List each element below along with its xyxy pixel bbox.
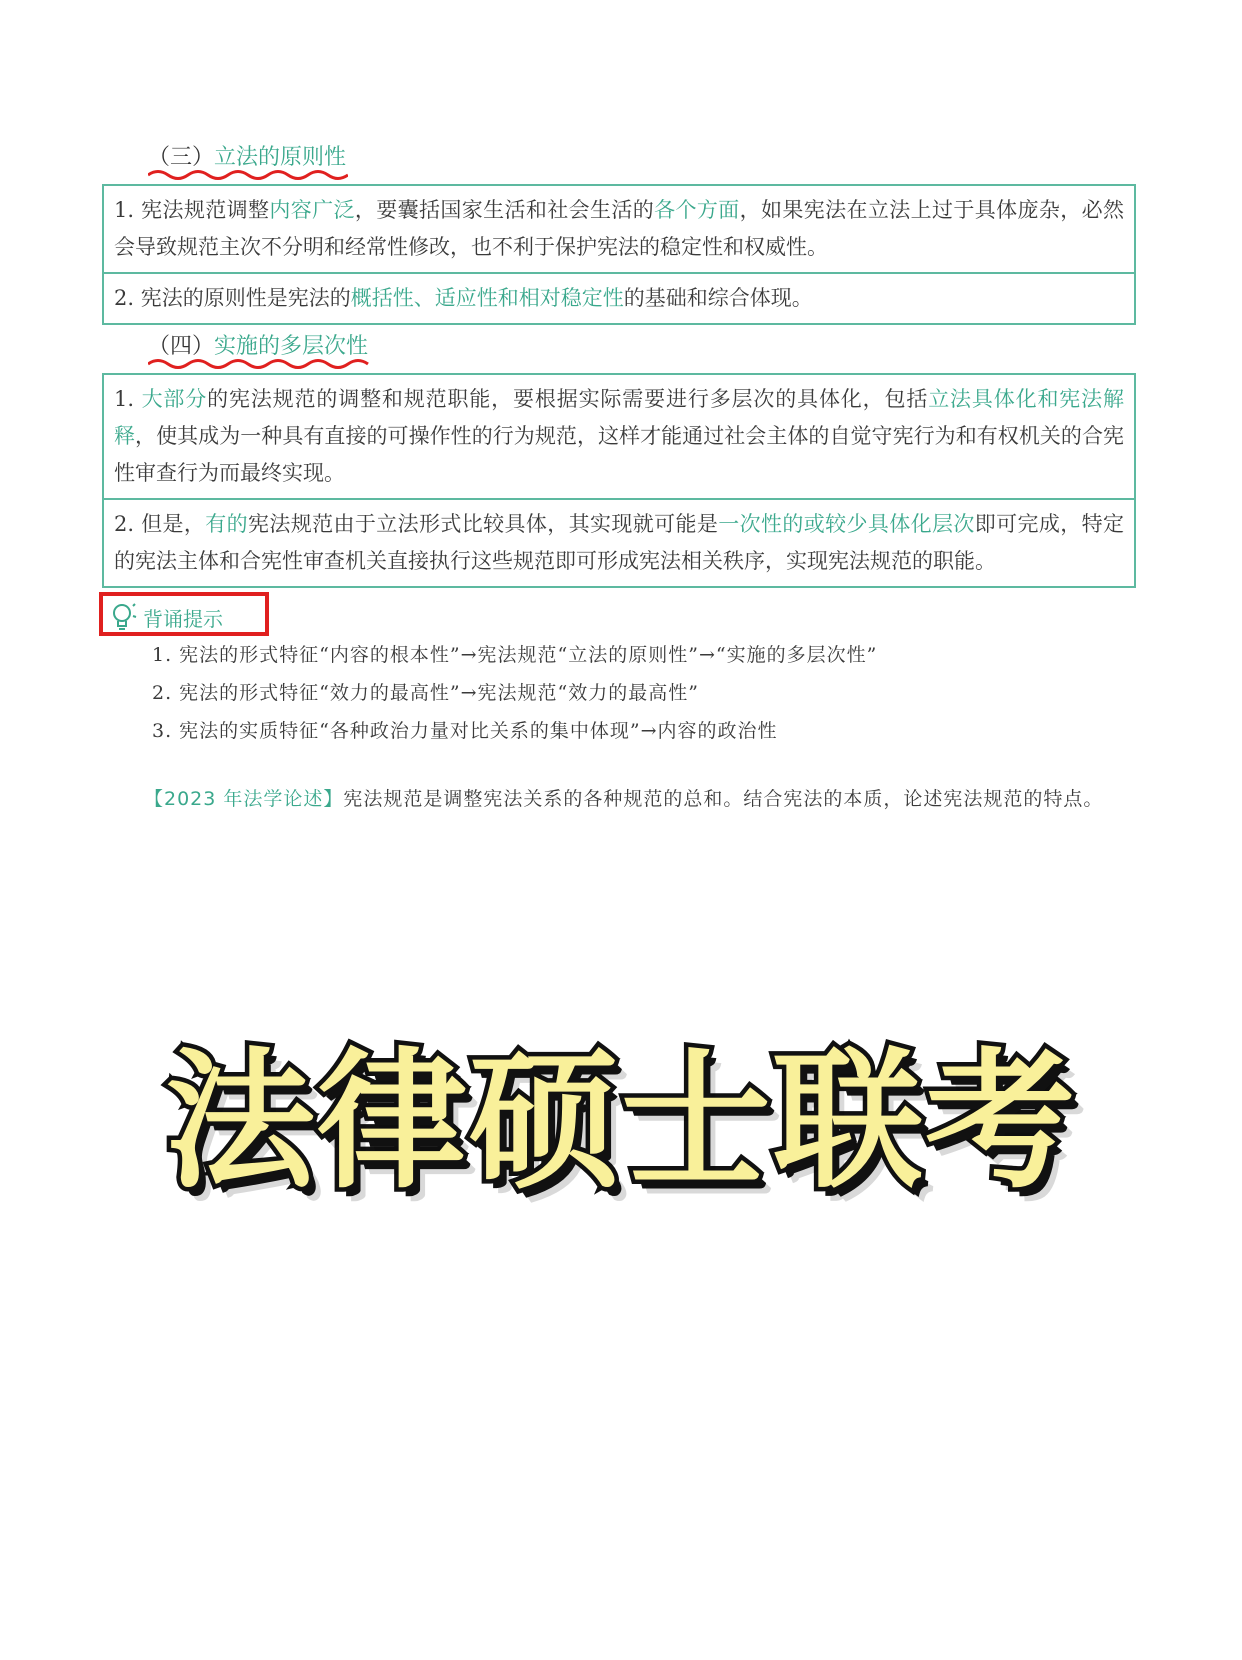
highlight: 各个方面 [654,198,740,222]
banner-title: 法律硕士联考 [164,1035,1077,1209]
red-wavy-underline [148,168,348,182]
section-3-box [102,184,1136,325]
highlight: 有的 [205,512,248,536]
highlight: 概括性、适应性和相对稳定性 [350,286,624,310]
section-3-item-2: 2. 宪法的原则性是宪法的概括性、适应性和相对稳定性的基础和综合体现。 [104,272,1134,323]
memo-tip-box [99,592,269,636]
section-4-item-2: 2. 但是，有的宪法规范由于立法形式比较具体，其实现就可能是一次性的或较少具体化层次即可完成，特定的宪法主体和合宪性审查机关直接执行这些规范即可形成宪法相关秩序，实现宪法规范的职能。 [104,498,1134,586]
red-wavy-underline [148,357,370,371]
list-item: 2. 宪法的形式特征“效力的最高性”→宪法规范“效力的最高性” [152,682,699,704]
highlight: 内容广泛 [269,198,355,222]
section-3-heading [148,140,346,171]
section-4-heading [148,329,368,360]
highlight: 一次性的或较少具体化层次 [718,512,975,536]
section-3-item-1: 1. 宪法规范调整内容广泛，要囊括国家生活和社会生活的各个方面，如果宪法在立法上过于具体庞杂，必然会导致规范主次不分明和经常性修改，也不利于保护宪法的稳定性和权威性。 [114,198,1125,259]
section-4-item-1: 1. 大部分的宪法规范的调整和规范职能，要根据实际需要进行多层次的具体化，包括立法具体化和宪法解释，使其成为一种具有直接的可操作性的行为规范，这样才能通过社会主体的自觉守宪行为和有权机关的合宪性审查行为而最终实现。 [114,387,1125,485]
exam-question-tag: 【2023 年法学论述】 [144,788,344,810]
list-item: 1. 宪法的形式特征“内容的根本性”→宪法规范“立法的原则性”→“实施的多层次性” [152,644,878,666]
exam-question-text: 宪法规范是调整宪法关系的各种规范的总和。结合宪法的本质，论述宪法规范的特点。 [343,788,1104,810]
list-item: 3. 宪法的实质特征“各种政治力量对比关系的集中体现”→内容的政治性 [152,720,778,742]
lightbulb-icon [109,602,137,632]
highlight: 大部分 [141,387,208,411]
memo-tip-label: 背诵提示 [143,607,223,631]
section-3-heading-title: 立法的原则性 [214,145,347,170]
section-4-heading-prefix: （四） [148,334,215,359]
exam-question [102,780,1136,818]
section-4-box [102,373,1136,588]
highlight: 立法具体化和宪法解释 [114,387,1125,448]
memo-list [152,636,877,750]
section-4-heading-title: 实施的多层次性 [214,334,369,359]
section-3-heading-prefix: （三） [148,145,215,170]
